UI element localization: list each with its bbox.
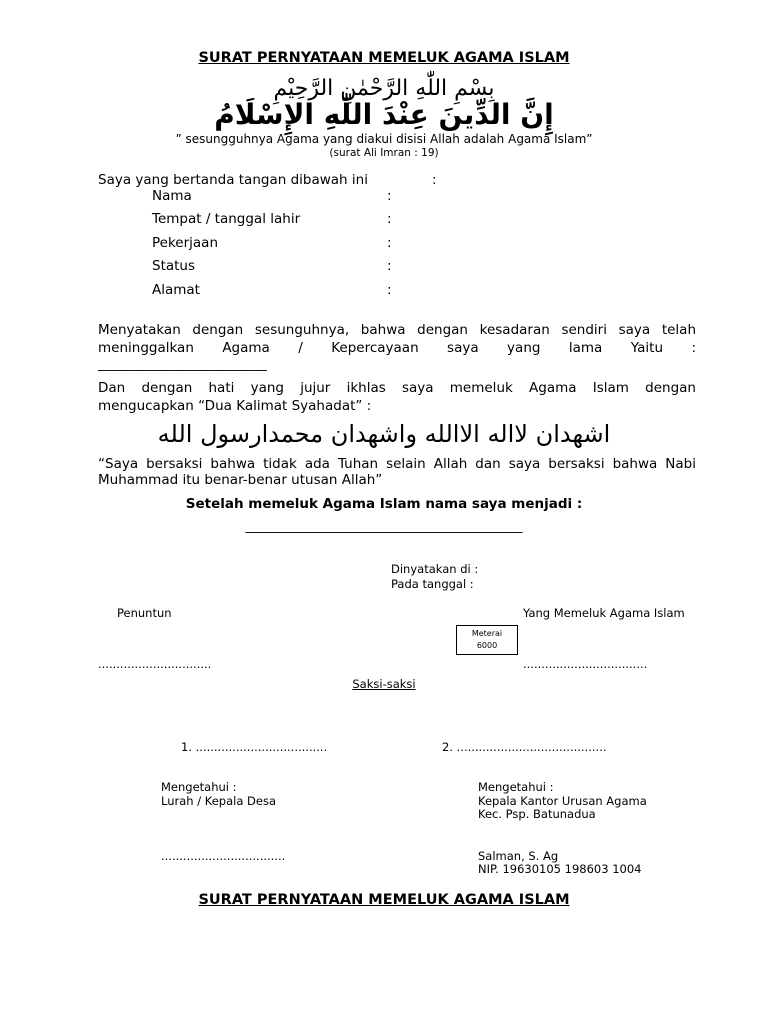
known-right-line3: Kec. Psp. Batunadua <box>478 807 596 821</box>
known-right-name: Salman, S. Ag <box>478 849 559 863</box>
field-colon-alamat: : <box>387 282 392 298</box>
known-left-line2: Lurah / Kepala Desa <box>161 794 276 808</box>
paragraph1-line2: meninggalkan Agama / Kepercayaan saya yang lama Yaitu : <box>98 340 696 356</box>
field-label-pekerjaan: Pekerjaan <box>152 235 219 251</box>
signature-right-label: Yang Memeluk Agama Islam <box>523 606 685 620</box>
syahadat-arabic: اشهدان لااله الاالله واشهدان محمدارسول الله <box>157 420 611 448</box>
known-right-nip: NIP. 19630105 198603 1004 <box>478 862 642 876</box>
field-label-nama: Nama <box>152 188 192 204</box>
new-name-line: _________________________________________ <box>245 518 523 534</box>
declared-place: Dinyatakan di : <box>391 562 479 576</box>
basmalah-arabic: بِسْمِ اللّٰهِ الرَّحْمٰنِ الرَّحِيْمِ <box>273 76 495 101</box>
field-colon-nama: : <box>387 188 392 204</box>
paragraph1-line1: Menyatakan dengan sesunguhnya, bahwa dengan kesadaran sendiri saya telah <box>98 322 696 338</box>
declared-date: Pada tanggal : <box>391 577 474 591</box>
footer-title: SURAT PERNYATAAN MEMELUK AGAMA ISLAM <box>198 892 570 908</box>
verse-translation: ” sesungguhnya Agama yang diakui disisi Allah adalah Agama Islam” <box>175 132 593 146</box>
verse-source: (surat Ali Imran : 19) <box>329 147 439 159</box>
known-left-line1: Mengetahui : <box>161 780 237 794</box>
known-left-dots: .................................. <box>161 849 286 863</box>
verse-arabic: إِنَّ الدِّينَ عِنْدَ اللّٰهِ الإِسْلَامُ <box>214 98 554 131</box>
paragraph2-line1: Dan dengan hati yang jujur ikhlas saya memeluk Agama Islam dengan <box>98 380 696 396</box>
known-right-line2: Kepala Kantor Urusan Agama <box>478 794 647 808</box>
intro-text: Saya yang bertanda tangan dibawah ini <box>98 172 368 188</box>
field-colon-status: : <box>387 258 392 274</box>
witnesses-title: Saksi-saksi <box>352 677 416 691</box>
syahadat-translation-line1: “Saya bersaksi bahwa tidak ada Tuhan selain Allah dan saya bersaksi bahwa Nabi <box>98 456 696 472</box>
field-colon-tempat-tanggal-lahir: : <box>387 211 392 227</box>
signature-right-dots: .................................. <box>523 657 648 671</box>
signature-left-dots: ............................... <box>98 657 212 671</box>
known-right-line1: Mengetahui : <box>478 780 554 794</box>
field-label-status: Status <box>152 258 196 274</box>
paragraph2-line2: mengucapkan “Dua Kalimat Syahadat” : <box>98 398 372 414</box>
meterai-label: Meterai <box>471 629 503 638</box>
witness-1: 1. .................................... <box>181 740 328 754</box>
meterai-value: 6000 <box>476 641 498 650</box>
signature-left-label: Penuntun <box>117 606 172 620</box>
field-label-tempat-tanggal-lahir: Tempat / tanggal lahir <box>152 211 301 227</box>
new-name-label: Setelah memeluk Agama Islam nama saya menjadi : <box>185 496 583 512</box>
paragraph1-blank-line: _________________________ <box>98 356 267 372</box>
intro-colon: : <box>432 172 437 188</box>
meterai-stamp-box <box>456 625 518 655</box>
field-label-alamat: Alamat <box>152 282 200 298</box>
document-title: SURAT PERNYATAAN MEMELUK AGAMA ISLAM <box>198 50 570 66</box>
field-colon-pekerjaan: : <box>387 235 392 251</box>
witness-2: 2. ......................................... <box>442 740 607 754</box>
syahadat-translation-line2: Muhammad itu benar-benar utusan Allah” <box>98 472 383 488</box>
